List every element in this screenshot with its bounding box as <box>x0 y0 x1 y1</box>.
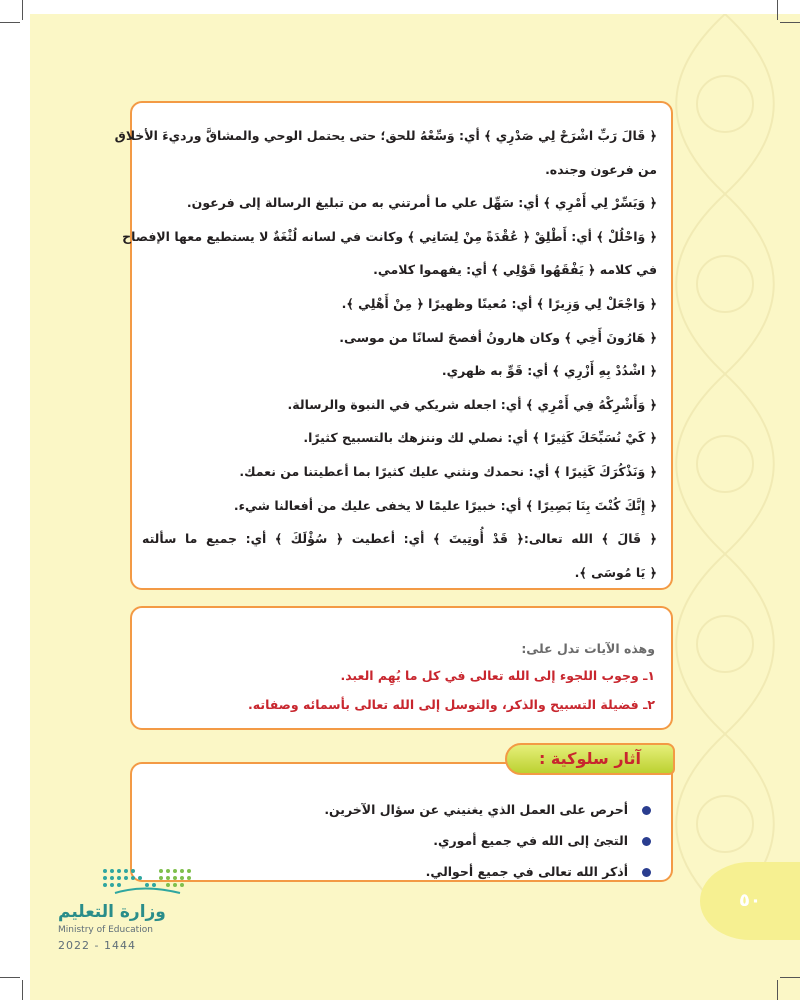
ministry-logo-icon <box>55 865 195 901</box>
crop-mark <box>22 0 23 20</box>
verse-line: ﴿ قَالَ رَبِّ اشْرَحْ لِي صَدْرِي ﴾ أي: وَسِّعْهُ للحق؛ حتى يحتمل الوحي والمشاقَّ ورديءَ الأخلاق <box>114 128 657 143</box>
crop-mark <box>0 977 20 978</box>
verse-line: ﴿ هَارُونَ أَخِي ﴾ وكان هارونُ أفصحَ لسانًا من موسى. <box>339 329 657 345</box>
crop-mark <box>777 980 778 1000</box>
verse-line: في كلامه ﴿ يَفْقَهُوا قَوْلِي ﴾ أي: يفهموا كلامي. <box>373 262 657 278</box>
lessons-intro: وهذه الآيات تدل على: <box>521 641 655 656</box>
edition-year: 2022 - 1444 <box>58 939 136 952</box>
verse-line: ﴿ وَأَشْرِكْهُ فِي أَمْرِي ﴾ أي: اجعله شريكي في النبوة والرسالة. <box>287 396 657 412</box>
behavioral-effects-title: آثار سلوكية : <box>505 743 675 775</box>
page-number: ٥٠ <box>700 862 800 940</box>
behavior-item: التجئ إلى الله في جميع أموري. <box>142 825 651 856</box>
verse-line: ﴿ إِنَّكَ كُنْتَ بِنَا بَصِيرًا ﴾ أي: خبيرًا عليمًا لا يخفى عليك من أفعالنا شيء. <box>233 497 657 513</box>
verse-line: ﴿ وَاجْعَلْ لِي وَزِيرًا ﴾ أي: مُعينًا وظهيرًا ﴿ مِنْ أَهْلِي ﴾. <box>341 295 657 311</box>
bullet-icon <box>642 837 651 846</box>
verses-explanation-box <box>114 101 673 590</box>
verse-line: ﴿ اشْدُدْ بِهِ أَزْرِي ﴾ أي: قَوِّ به ظهري. <box>441 363 657 379</box>
lesson-item: ١ـ وجوب اللجوء إلى الله تعالى في كل ما يُهِم العبد. <box>340 668 655 683</box>
lessons-box <box>130 606 673 730</box>
crop-mark <box>780 977 800 978</box>
verse-line: ﴿ وَنَذْكُرَكَ كَثِيرًا ﴾ أي: نحمدك ونثني عليك كثيرًا بما أعطيتنا من نعمك. <box>239 463 657 479</box>
bullet-icon <box>642 868 651 877</box>
behavioral-effects-box <box>130 762 673 882</box>
crop-mark <box>0 22 20 23</box>
behavior-item: أحرص على العمل الذي يغنيني عن سؤال الآخرين. <box>142 794 651 825</box>
ministry-name-english: Ministry of Education <box>58 925 153 935</box>
behavior-item: أذكر الله تعالى في جميع أحوالي. <box>142 856 651 887</box>
lesson-item: ٢ـ فضيلة التسبيح والذكر، والتوسل إلى الله تعالى بأسمائه وصفاته. <box>248 697 655 712</box>
bullet-icon <box>642 806 651 815</box>
crop-mark <box>780 22 800 23</box>
verse-line: ﴿ كَيْ نُسَبِّحَكَ كَثِيرًا ﴾ أي: نصلي لك وننزهك بالتسبيح كثيرًا. <box>303 430 657 446</box>
verse-line: ﴿ قَالَ ﴾ الله تعالى:﴿ قَدْ أُوتِيتَ ﴾ أي: أعطيت ﴿ سُؤْلَكَ ﴾ أي: جميع ما سألته <box>142 531 657 547</box>
ministry-name-arabic: وزارة التعليم <box>58 902 166 922</box>
verse-line: ﴿ وَيَسِّرْ لِي أَمْرِي ﴾ أي: سَهِّل علي ما أمرتني به من تبليغ الرسالة إلى فرعون. <box>186 195 657 211</box>
verse-line: من فرعون وجنده. <box>545 161 657 177</box>
crop-mark <box>22 980 23 1000</box>
crop-mark <box>777 0 778 20</box>
verse-line: ﴿ وَاحْلُلْ ﴾ أي: أَطْلِقْ ﴿ عُقْدَةً مِنْ لِسَانِي ﴾ وكانت في لسانه لُثْغَةٌ لا يستطيع معها الإفصاح <box>122 228 657 244</box>
verse-line: ﴿ يَا مُوسَى ﴾. <box>574 564 657 580</box>
